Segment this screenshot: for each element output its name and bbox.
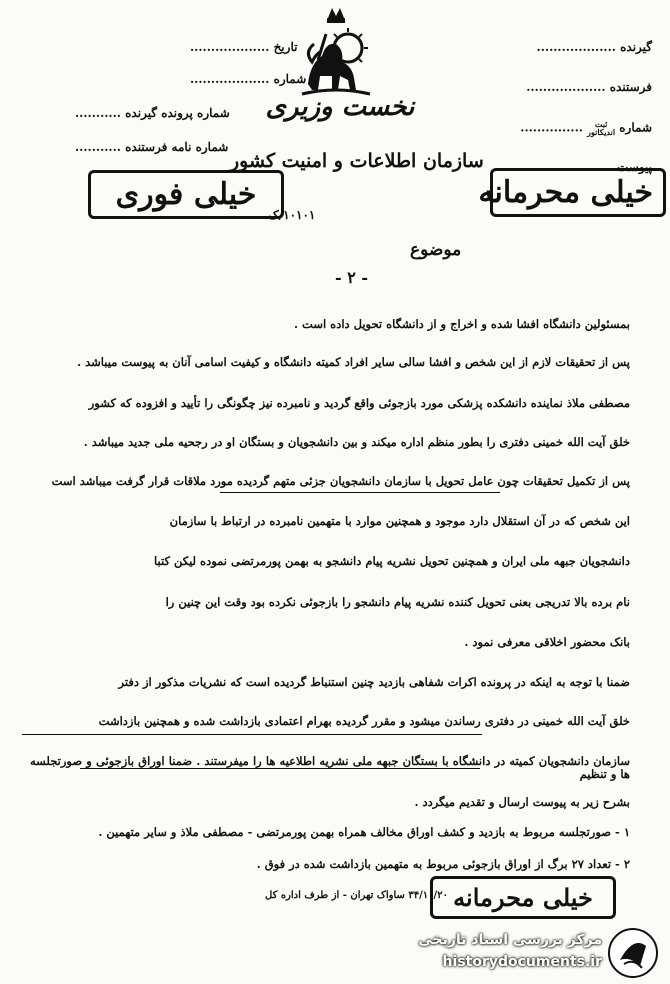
number-label: شماره ................... (190, 72, 307, 86)
security-organization-title: سازمان اطلاعات و امنیت کشور (230, 150, 484, 172)
file-number-label: شماره پرونده گیرنده ........... (75, 106, 230, 120)
sender-label: فرستنده ................... (526, 80, 652, 94)
body-line-4: خلق آیت الله خمینی دفتری را بطور منظم اداره میکند و بین دانشجویان و بستگان او در رجحیه ملی جدید میباشد . (83, 435, 630, 449)
right-number-label: شماره ثبت اندیکاتور ............... (520, 119, 652, 137)
footer-note: ۳۴/۱۰/۲۰ ساواک تهران - از طرف اداره کل (265, 890, 448, 901)
sender-number-label: شماره نامه فرستنده ........... (75, 140, 229, 154)
body-line-6: این شخص که در آن استقلال دارد موجود و همچنین موارد با متهمین نامبرده در ارتباط با سازمان (169, 514, 630, 528)
archive-watermark (388, 926, 666, 980)
body-line-11: خلق آیت الله خمینی در دفتری رساندن میشود و مقرر گردیده بهرام اعتمادی بازداشت شده و همچنین بازداشت (98, 714, 630, 728)
recipient-label: گیرنده ................... (536, 40, 652, 54)
archive-logo-icon (606, 926, 660, 980)
body-line-10: ضمنا با توجه به اینکه در پرونده اکرات شفاهی بازدید چنین استنباط گردیده است که نشریات مذکور از دفتر (118, 675, 630, 689)
body-line-1: بمسئولین دانشگاه افشا شده و اخراج و از دانشگاه تحویل داده است . (294, 317, 630, 331)
body-line-7: دانشجویان جبهه ملی ایران و همچنین تحویل نشریه پیام دانشجو به بهمن پورمرتضی نموده لیکن کتبا (154, 554, 630, 568)
body-line-2: پس از تحقیقات لازم از این شخص و افشا سالی سایر افراد کمیته دانشگاه و کیفیت اسامی آنان به پیوست میباشد . (77, 355, 630, 369)
watermark-domain: historydocuments.ir (442, 954, 602, 970)
body-line-8: نام برده بالا تدریجی بعنی تحویل کننده نشریه پیام دانشجو را بازجوئی نکرده بود وقت این چنین را (165, 595, 630, 609)
watermark-title: مرکز بررسی اسناد تاریخی (418, 932, 602, 948)
body-line-12: سازمان دانشجویان کمیته در دانشگاه با بستگان جبهه ملی نشریه اطلاعیه ها را میفرستند . ضمنا اوراق بازجوئی و صورتجلسه ها و تنظیم (30, 754, 630, 781)
lion-and-sun-emblem-icon (296, 4, 376, 100)
body-line-3: مصطفی ملاذ نماینده دانشکده پزشکی مورد بازجوئی واقع گردید و نامبرده نیز چگونگی را تأیید و افزوده که کشور (88, 396, 630, 410)
date-label: تاریخ ................... (190, 40, 298, 54)
urgent-stamp: خیلی فوری (88, 170, 284, 219)
underline-3 (80, 768, 480, 769)
underline-1 (220, 492, 500, 493)
top-secret-stamp: خیلی محرمانه (490, 168, 666, 217)
body-line-15: ۲ - تعداد ۲۷ برگ از اوراق بازجوئی مربوط به متهمین بازداشت شده در فوق . (256, 857, 630, 871)
reference-number: ۱۰۱۰۱/ک (268, 208, 316, 222)
prime-ministry-title: نخست وزیری (265, 92, 415, 122)
body-line-13: بشرح زیر به پیوست ارسال و تقدیم میگردد . (414, 795, 630, 809)
attachment-label: پیوست ................... (533, 160, 652, 174)
page-number: - ۲ - (335, 268, 369, 287)
body-line-9: بانک محضور اخلاقی معرفی نمود . (464, 635, 630, 649)
subject-label: موضوع (410, 240, 462, 260)
body-line-14: ۱ - صورتجلسه مربوط به بازدید و کشف اوراق مخالف همراه بهمن پورمرتضی - مصطفی ملاذ و سایر متهمین . (98, 825, 630, 839)
bottom-secret-stamp: خیلی محرمانه (430, 876, 616, 919)
underline-2 (22, 734, 482, 735)
body-line-5: پس از تکمیل تحقیقات چون عامل تحویل با سازمان دانشجویان جزئی متهم گردیده مورد ملاقات قرار گرفت میباشد است (51, 474, 630, 488)
